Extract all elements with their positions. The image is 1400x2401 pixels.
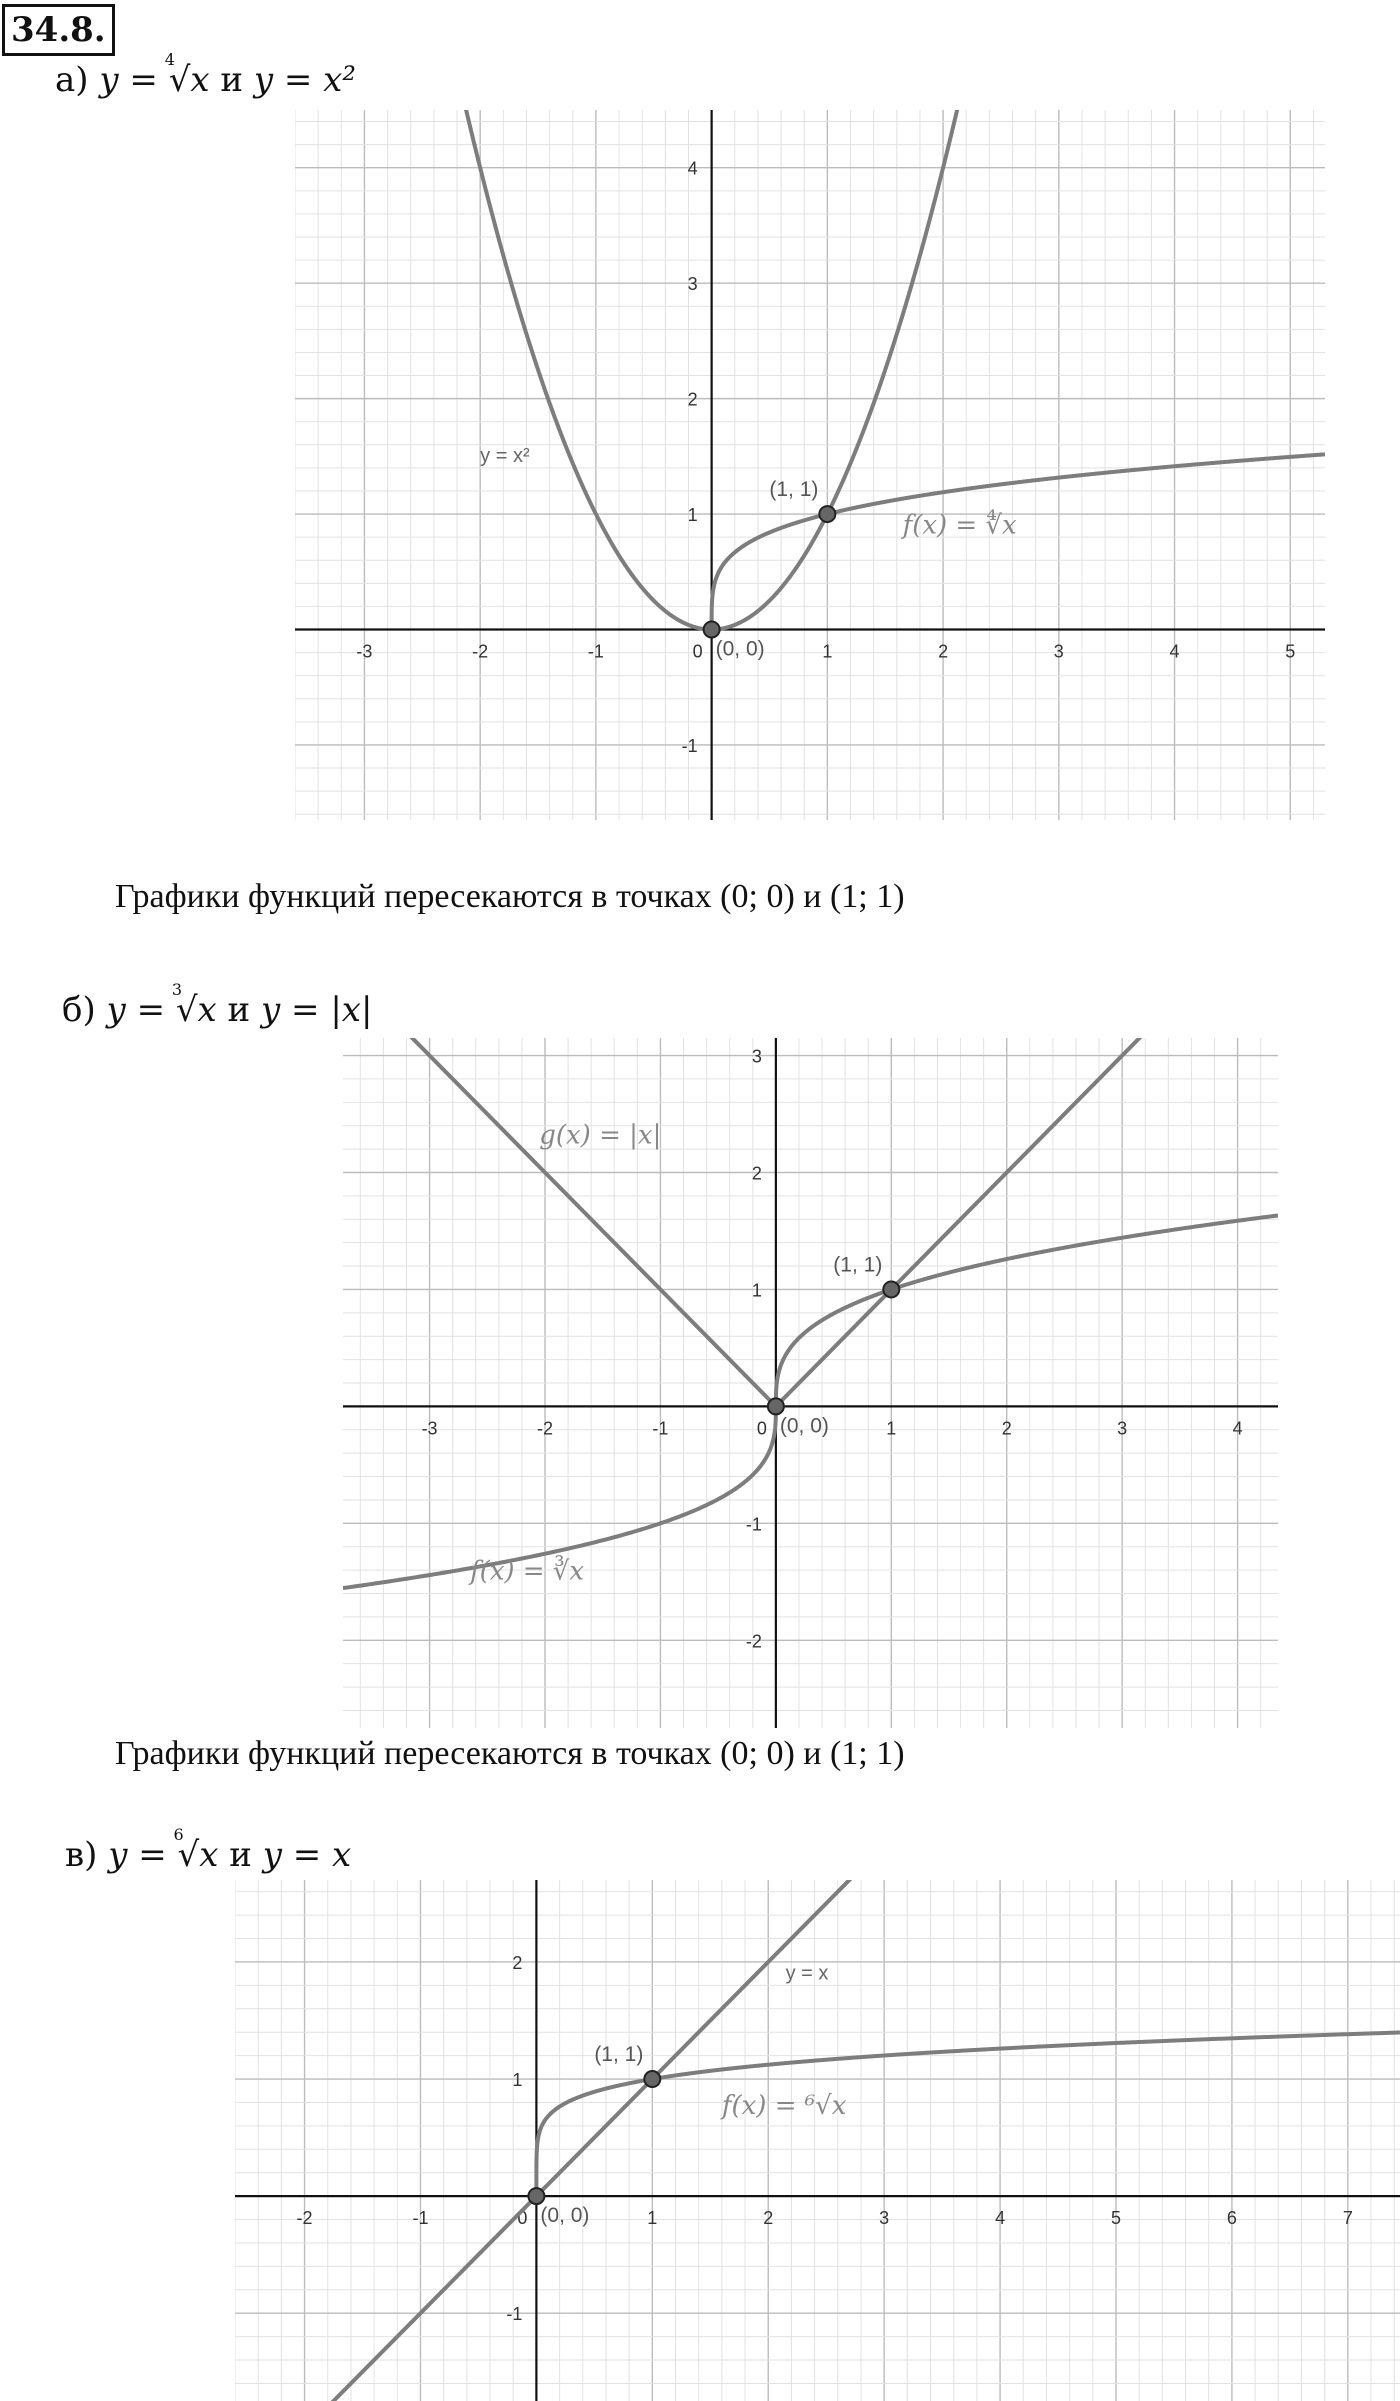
series-label: g(x) = |x| [539,1120,662,1151]
part-b-root: 3 √x [171,980,217,1030]
y-tick-label: 4 [687,158,698,179]
x-tick-label: 4 [1169,641,1180,662]
x-tick-label: -2 [536,1418,554,1439]
problem-number: 34.8. [2,4,115,56]
part-b-answer: Графики функций пересекаются в точках (0; 0) и (1; 1) [115,1735,905,1772]
point-label: (1, 1) [769,478,819,502]
part-c-marker: в) [65,1835,98,1875]
x-tick-label: 0 [517,2208,528,2229]
intersection-point [704,622,720,638]
y-tick-label: 3 [687,274,698,295]
point-label: (1, 1) [833,1253,883,1277]
part-b-statement [62,980,373,1030]
x-tick-label: 6 [1226,2208,1237,2229]
point-label: (1, 1) [594,2043,644,2067]
part-c-statement [65,1825,352,1875]
y-tick-label: 2 [751,1163,762,1184]
part-c-eq1-lhs: y = [108,1835,167,1875]
graph-b [343,1038,1278,1728]
part-a-answer: Графики функций пересекаются в точках (0; 0) и (1; 1) [115,878,905,915]
curve-series-1 [276,1880,907,2401]
point-label: (0, 0) [540,2204,590,2228]
x-tick-label: -2 [296,2208,313,2229]
x-tick-label: -1 [587,641,604,662]
x-tick-label: 0 [692,641,703,662]
x-tick-label: -1 [652,1418,669,1439]
intersection-point [883,1281,899,1297]
y-tick-label: 3 [751,1046,762,1067]
y-tick-label: -1 [681,735,698,756]
x-tick-label: 7 [1342,2208,1353,2229]
x-tick-label: 5 [1110,2208,1122,2229]
x-tick-label: 2 [763,2208,774,2229]
part-b-eq1-lhs: y = [106,990,166,1030]
point-label: (0, 0) [779,1414,829,1438]
series-label: f(x) = ∛x [469,1556,585,1587]
part-b-conj: и [227,990,251,1030]
y-tick-label: 1 [512,2070,523,2091]
curve-series-2 [343,1215,1278,1588]
x-tick-label: 3 [1117,1418,1128,1439]
x-tick-label: -3 [356,641,373,662]
series-label: f(x) = ∜x [902,510,1017,541]
part-a-statement [55,50,356,100]
part-b-marker: б) [62,990,96,1030]
part-a-marker: а) [55,60,89,100]
y-tick-label: 1 [751,1280,762,1301]
x-tick-label: 4 [995,2208,1006,2229]
point-label: (0, 0) [715,637,765,661]
graph-a [295,110,1325,820]
part-a-conj: и [220,60,244,100]
intersection-point [819,506,835,522]
y-tick-label: 2 [687,389,698,410]
x-tick-label: 4 [1232,1418,1243,1439]
intersection-point [528,2188,544,2204]
y-tick-label: 1 [687,505,698,526]
x-tick-label: 1 [886,1418,897,1439]
y-tick-label: -2 [745,1631,762,1652]
intersection-point [768,1398,784,1414]
intersection-point [644,2071,660,2087]
x-tick-label: 1 [647,2208,658,2229]
x-tick-label: 2 [938,641,949,662]
part-a-root: 4 √x [164,50,210,100]
x-tick-label: -2 [472,641,489,662]
series-label: f(x) = ⁶√x [721,2091,847,2122]
graph-c [235,1880,1400,2401]
x-tick-label: 3 [1053,641,1064,662]
part-c-conj: и [229,1835,252,1875]
x-tick-label: 3 [879,2208,890,2229]
x-tick-label: -3 [421,1418,438,1439]
x-tick-label: 1 [822,641,833,662]
y-tick-label: -1 [506,2304,523,2325]
part-a-eq2: y = x² [253,60,356,100]
series-label: y = x² [480,445,530,468]
part-c-root: 6 √x [173,1825,219,1875]
x-tick-label: 0 [756,1418,767,1439]
series-label: y = x [785,1962,829,1985]
y-tick-label: -1 [745,1514,762,1535]
x-tick-label: 2 [1001,1418,1012,1439]
part-c-eq2: y = x [262,1835,352,1875]
part-a-eq1-lhs: y = [99,60,158,100]
part-b-eq2: y = |x| [261,990,373,1030]
x-tick-label: 5 [1285,641,1296,662]
y-tick-label: 2 [512,1952,523,1973]
x-tick-label: -1 [412,2208,429,2229]
curve-series-2 [536,2032,1400,2196]
